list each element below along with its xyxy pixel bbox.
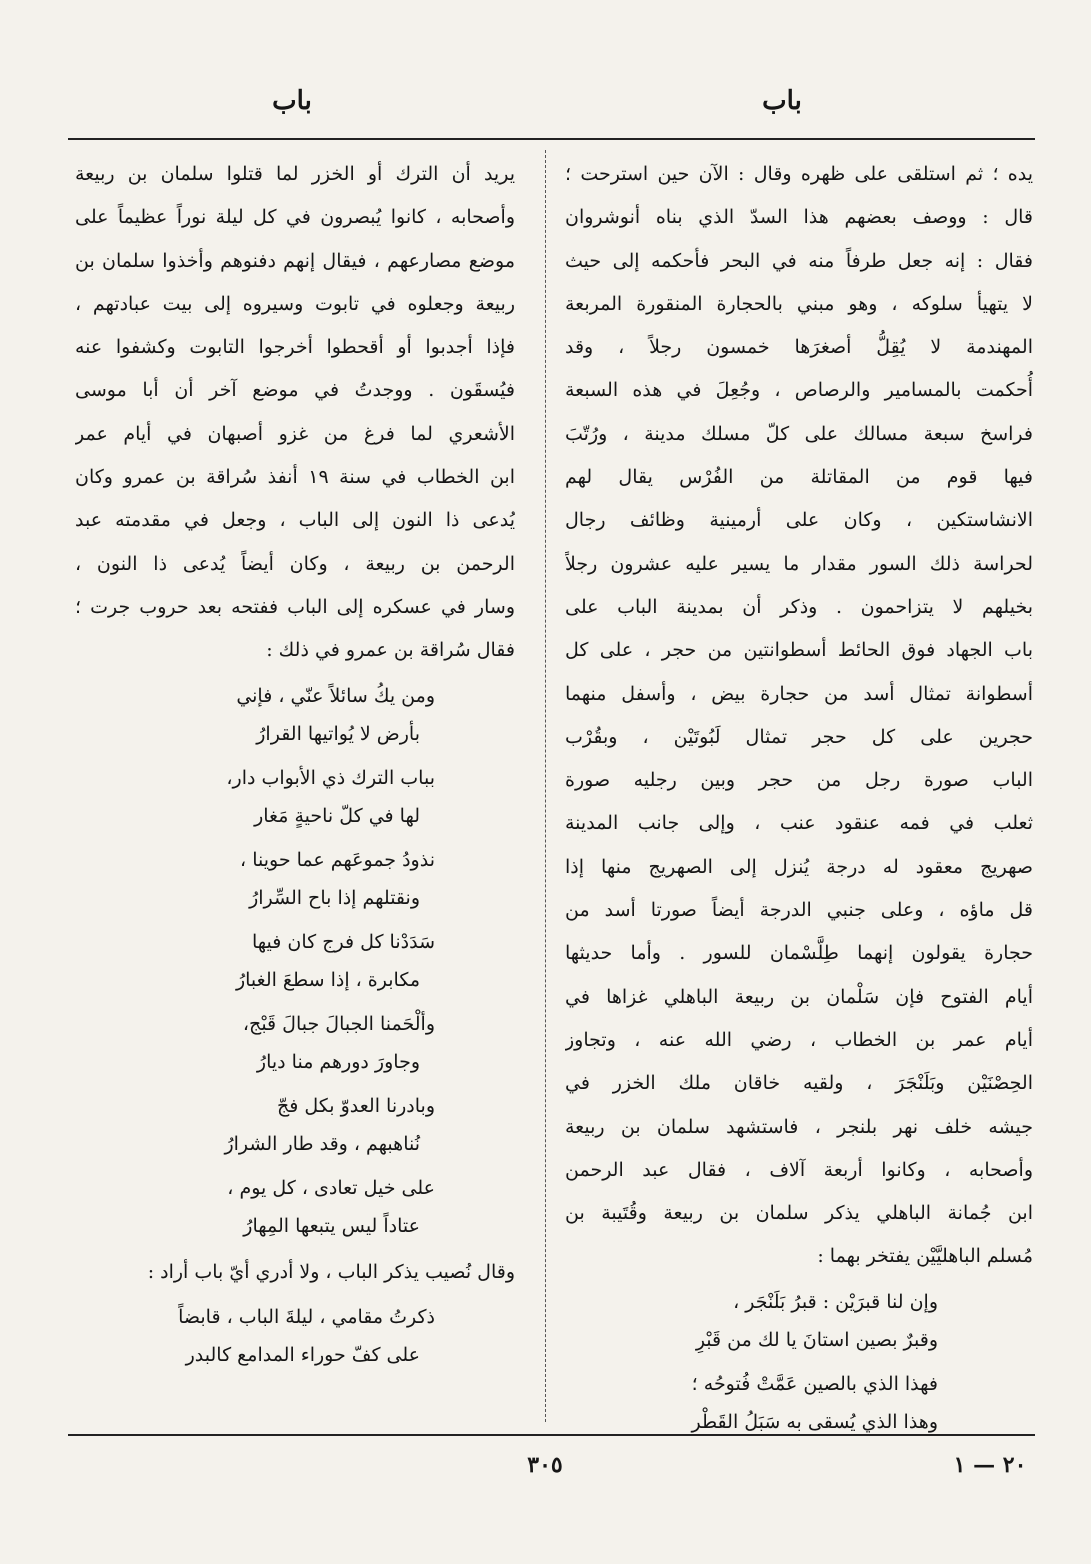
verse-hemistich: عتاداً ليس يتبعها المِهارُ — [243, 1214, 420, 1237]
verse-couplet — [75, 1169, 515, 1245]
text-line: أيام عمر بن الخطاب ، رضي الله عنه ، وتجاوز — [565, 1028, 1033, 1051]
running-head-left: باب — [272, 86, 312, 116]
text-line: قال : ووصف بعضهم هذا السدّ الذي بناه أنوشروان — [565, 206, 1033, 229]
footer-rule — [68, 1434, 1035, 1436]
text-line: لحراسة ذلك السور مقدار ما يسير عليه عشرون رجلاً — [565, 552, 1033, 575]
verse-hemistich: لها في كلّ ناحيةٍ مَغار — [254, 804, 420, 827]
text-line: ابن الخطاب في سنة ١٩ أنفذ سُراقة بن عمرو وكان — [75, 466, 515, 489]
verse-hemistich: ومن يكُ سائلاً عنّي ، فإني — [236, 684, 435, 707]
verse-couplet — [75, 1005, 515, 1081]
verse-hemistich: وألْحَمنا الجبالَ جبالَ قَبْج، — [242, 1012, 435, 1035]
text-line: ربيعة وجعلوه في تابوت وسيروه إلى بيت عبادتهم ، — [75, 292, 515, 315]
verse-hemistich: وقبرٌ بصين استانَ يا لك من قَبْرِ — [695, 1328, 938, 1351]
page-number: ٣٠٥ — [527, 1452, 563, 1478]
text-line: وأصحابه ، كانوا يُبصرون في كل ليلة نوراً عظيماً على — [75, 206, 515, 229]
verse-couplet — [565, 1365, 1033, 1433]
text-line: المهندمة لا يُقِلُّ أصغرَها خمسون رجلاً ، وقد — [565, 336, 1033, 359]
text-line: وأصحابه ، وكانوا أربعة آلاف ، فقال عبد الرحمن — [565, 1158, 1033, 1181]
column-divider — [545, 150, 546, 1422]
verse-couplet — [565, 1283, 1033, 1359]
text-line: يريد أن الترك أو الخزر لما قتلوا سلمان بن ربيعة — [75, 163, 515, 185]
verse-couplet — [75, 923, 515, 999]
text-line: بخيلهم لا يتزاحمون . وذكر أن بمدينة الباب على — [565, 595, 1033, 618]
verse-hemistich: وهذا الذي يُسقى به سَبَلُ القَطْر — [691, 1410, 938, 1433]
left-column — [75, 153, 515, 1433]
text-line: فقال سُراقة بن عمرو في ذلك : — [266, 639, 515, 662]
verse-hemistich: ذكرتُ مقامي ، ليلةَ الباب ، قابضاً — [178, 1305, 435, 1328]
verse-hemistich: نُناهبهم ، وقد طار الشرارُ — [224, 1132, 420, 1155]
text-line: الباب صورة رجل من حجر وبين رجليه صورة — [565, 769, 1033, 792]
verse-hemistich: فهذا الذي بالصين عَمَّتْ فُتوحُه ؛ — [691, 1372, 938, 1395]
verse-hemistich: وبادرنا العدوّ بكل فجّ — [277, 1094, 435, 1117]
text-line: وقال نُصيب يذكر الباب ، ولا أدري أيّ باب أراد : — [147, 1260, 515, 1283]
text-line: أيام الفتوح فإن سَلْمان بن ربيعة الباهلي غزاها في — [565, 985, 1033, 1008]
text-line: يُدعى ذا النون إلى الباب ، وجعل في مقدمته عبد — [75, 509, 515, 532]
text-line: لا يتهيأ سلوكه ، وهو مبني بالحجارة المنقورة المربعة — [565, 292, 1033, 315]
verse-couplet — [75, 677, 515, 753]
verse-hemistich: ونقتلهم إذا باح السِّرارُ — [249, 886, 420, 909]
verse-hemistich: نذودُ جموعَهم عما حوينا ، — [240, 848, 435, 871]
text-line: الأشعري لما فرغ من غزو أصبهان في أيام عمر — [75, 422, 515, 445]
text-line: فيها قوم من المقاتلة من الفُرْس يقال لهم — [565, 466, 1033, 489]
verse-couplet — [75, 1298, 515, 1374]
text-line: أسطوانة تمثال أسد من حجارة بيض ، وأسفل منهما — [565, 682, 1033, 705]
signature-mark: ٢٠ — ١ — [953, 1452, 1027, 1478]
verse-hemistich: على خيل تعادى ، كل يوم ، — [227, 1176, 435, 1199]
text-line: فراسخ سبعة مسالك على كلّ مسلك مدينة ، ورُتّبَ — [565, 422, 1033, 445]
text-line: الرحمن بن ربيعة ، وكان أيضاً يُدعى ذا النون ، — [75, 552, 515, 575]
text-line: صهريج معقود له درجة يُنزل إلى الصهريج منها إذا — [565, 855, 1033, 878]
verse-hemistich: على كفّ حوراء المدامع كالبدر — [185, 1343, 420, 1366]
verse-hemistich: وجاورَ دورهم منا ديارُ — [256, 1050, 420, 1073]
text-line: فقال : إنه جعل طرفاً منه في البحر فأحكمه إلى حيث — [565, 249, 1033, 272]
text-line: الانشاستكين ، وكان على أرمينية وظائف رجال — [565, 509, 1033, 532]
text-line: حجرين على كل حجر تمثال لَبُوتَيْن ، وبقُرْب — [565, 725, 1033, 748]
verse-hemistich: بباب الترك ذي الأبواب دار، — [226, 766, 435, 789]
text-line: حجارة يقولون إنهما طِلَّسْمان للسور . وأما حديثها — [565, 942, 1033, 965]
running-head-right: باب — [762, 86, 802, 116]
verse-couplet — [75, 1087, 515, 1163]
verse-couplet — [75, 841, 515, 917]
text-line: مُسلم الباهليَّيْن يفتخر بهما : — [817, 1245, 1033, 1268]
verse-couplet — [75, 759, 515, 835]
text-line: ثعلب في فمه عنقود عنب ، وإلى جانب المدينة — [565, 812, 1033, 835]
text-line: وسار في عسكره إلى الباب ففتحه بعد حروب جرت ؛ — [75, 595, 515, 618]
text-line: فإذا أجدبوا أو أقحطوا أخرجوا التابوت وكشفوا عنه — [75, 336, 515, 359]
header-rule — [68, 138, 1035, 140]
text-line: ابن جُمانة الباهلي يذكر سلمان بن ربيعة وقُتَيبة بن — [565, 1202, 1033, 1225]
text-line: أُحكمت بالمسامير والرصاص ، وجُعِلَ في هذه السبعة — [565, 379, 1033, 402]
verse-hemistich: سَدَدْنا كل فرج كان فيها — [251, 930, 435, 953]
text-line: جيشه خلف نهر بلنجر ، فاستشهد سلمان بن ربيعة — [565, 1115, 1033, 1138]
text-line: باب الجهاد فوق الحائط أسطوانتين من حجر ، على كل — [565, 639, 1033, 662]
text-line: موضع مصارعهم ، فيقال إنهم دفنوهم وأخذوا سلمان بن — [75, 249, 515, 272]
verse-hemistich: بأرض لا يُواتيها القرارُ — [256, 722, 420, 745]
right-column — [565, 153, 1033, 1433]
text-line: الحِصْنَيْن وبَلَنْجَرَ ، ولقيه خاقان ملك الخزر في — [565, 1072, 1033, 1095]
verse-hemistich: مكابرة ، إذا سطعَ الغبارُ — [235, 968, 420, 991]
text-line: قل ماؤه ، وعلى جنبي الدرجة أيضاً صورتا أسد من — [565, 899, 1033, 922]
text-line: يده ؛ ثم استلقى على ظهره وقال : الآن حين استرحت ؛ — [565, 163, 1033, 185]
verse-hemistich: وإن لنا قبرَيْن : قبرُ بَلَنْجَر ، — [733, 1290, 938, 1313]
text-line: فيُسقَون . ووجدتُ في موضع آخر أن أبا موسى — [75, 379, 515, 402]
